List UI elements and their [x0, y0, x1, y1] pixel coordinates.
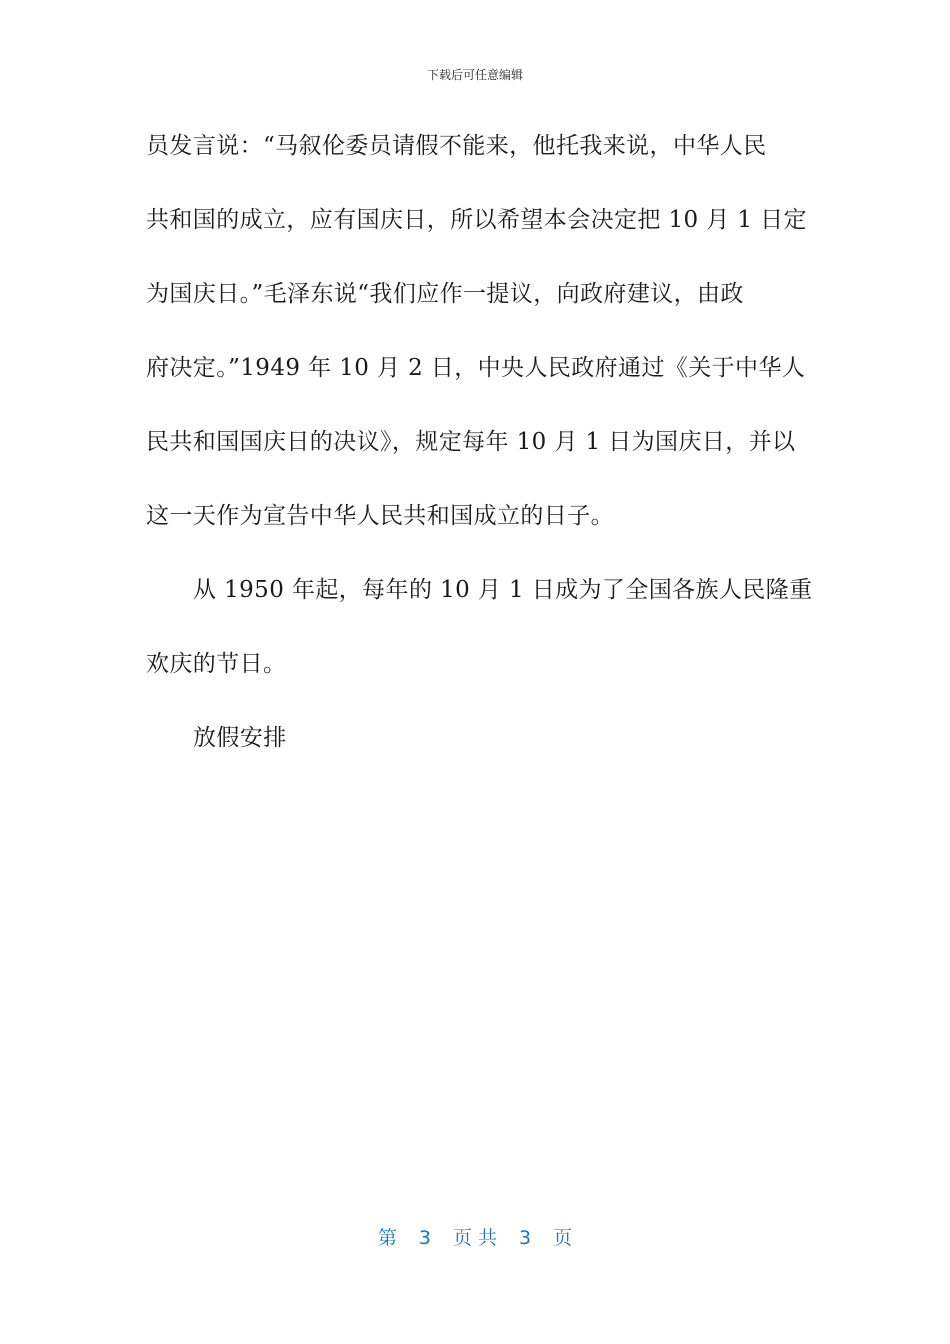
- text-line: 为国庆日。”毛泽东说“我们应作一提议，向政府建议，由政: [146, 281, 744, 307]
- footer-di: 第: [377, 1227, 397, 1249]
- text-line: 民共和国国庆日的决议》，规定每年 10 月 1 日为国庆日，并以: [146, 429, 796, 455]
- text-line: 欢庆的节日。: [146, 651, 287, 677]
- text-line: 从 1950 年起，每年的 10 月 1 日成为了全国各族人民隆重: [193, 577, 813, 603]
- text-line: 共和国的成立，应有国庆日，所以希望本会决定把 10 月 1 日定: [146, 207, 807, 233]
- page-header: [0, 67, 950, 83]
- header-text: 下载后可任意编辑: [426, 68, 523, 82]
- footer-current-page: 3: [418, 1227, 431, 1249]
- text-line: 员发言说：“马叙伦委员请假不能来，他托我来说，中华人民: [146, 133, 767, 159]
- text-line: 府决定。”1949 年 10 月 2 日，中央人民政府通过《关于中华人: [146, 355, 806, 381]
- text-line: 这一天作为宣告中华人民共和国成立的日子。: [146, 503, 614, 529]
- document-body: [146, 126, 813, 792]
- footer-total-pages: 3: [519, 1227, 532, 1249]
- footer-ye-gong: 页 共: [452, 1227, 498, 1249]
- footer-ye: 页: [553, 1227, 573, 1249]
- section-heading: 放假安排: [193, 725, 287, 751]
- page-footer: [0, 1226, 950, 1250]
